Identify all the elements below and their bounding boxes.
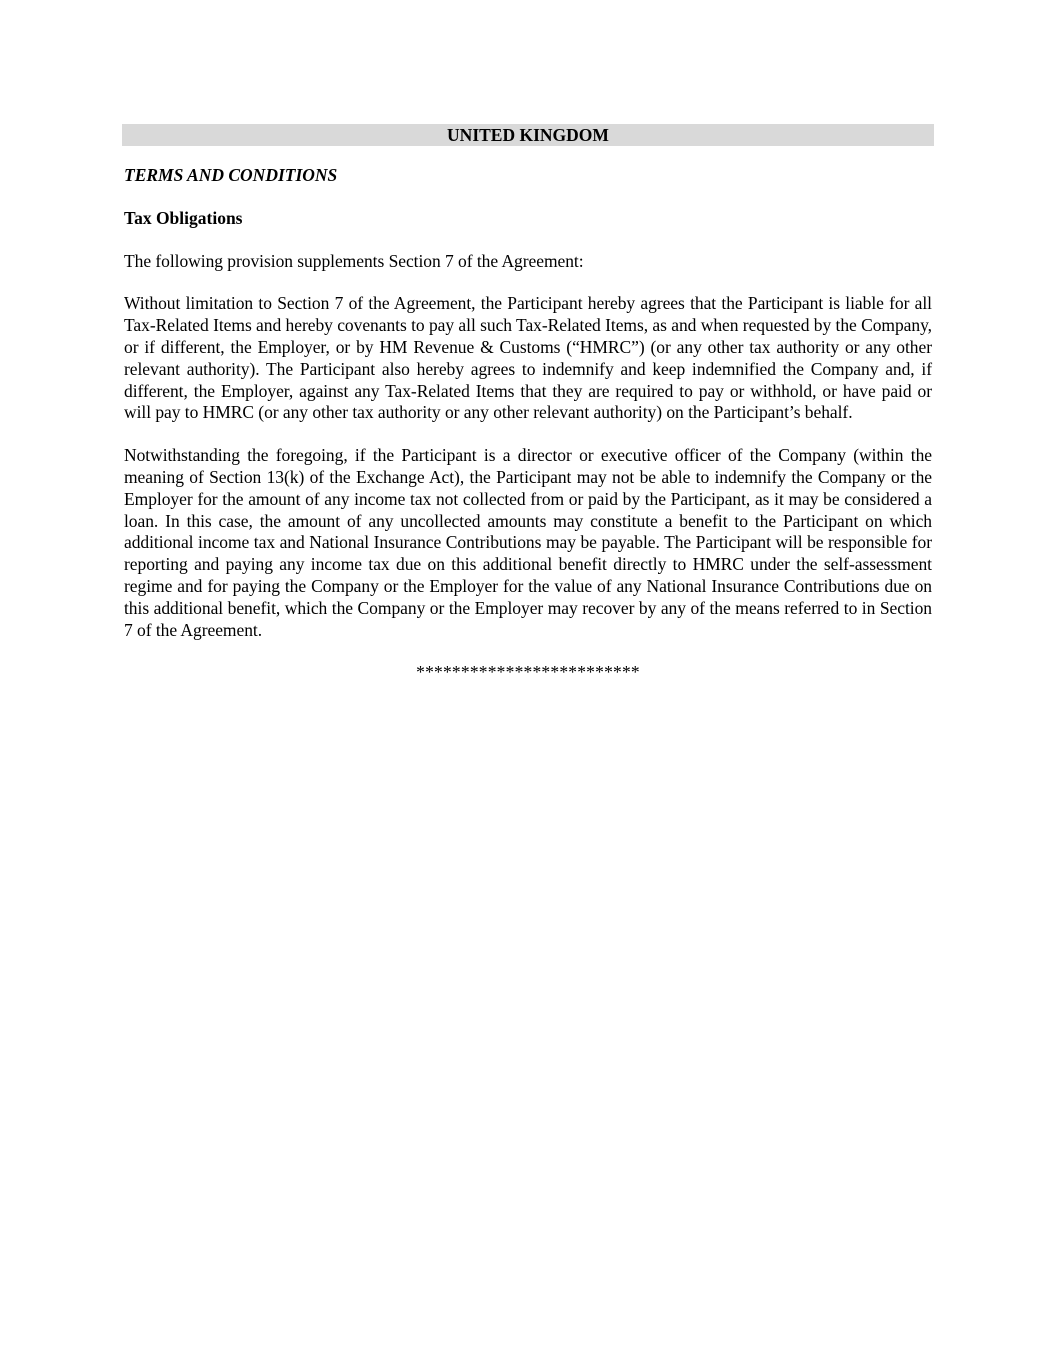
liability-paragraph: Without limitation to Section 7 of the Agreement, the Participant hereby agrees that the Participant is liable for all Tax-Related Items and hereby covenants to pay all such Tax-Related Items, as and when requested by the Company, or if different, the Employer, or by HM Revenue & Customs (“HMRC”) (or any other tax authority or any other relevant authority). The Participant also hereby agrees to indemnify and keep indemnified the Company and, if different, the Employer, against any Tax-Related Items that they are required to pay or withhold, or have paid or will pay to HMRC (or any other tax authority or any other relevant authority) on the Participant’s behalf. — [124, 293, 932, 423]
tax-obligations-heading: Tax Obligations — [124, 207, 243, 228]
country-heading-banner: UNITED KINGDOM — [122, 124, 934, 146]
asterisk-separator: ************************* — [416, 662, 640, 683]
section-title: TERMS AND CONDITIONS — [124, 165, 338, 185]
intro-paragraph: The following provision supplements Section 7 of the Agreement: — [124, 250, 584, 271]
document-body — [124, 165, 932, 684]
director-officer-paragraph: Notwithstanding the foregoing, if the Participant is a director or executive officer of the Company (within the meaning of Section 13(k) of the Exchange Act), the Participant may not be able to indemnify the Company or the Employer for the amount of any income tax not collected from or paid by the Participant, as it may be considered a loan. In this case, the amount of any uncollected amounts may constitute a benefit to the Participant on which additional income tax and National Insurance Contributions may be payable. The Participant will be responsible for reporting and paying any income tax due on this additional benefit directly to HMRC under the self-assessment regime and for paying the Company or the Employer for the value of any National Insurance Contributions due on this additional benefit, which the Company or the Employer may recover by any of the means referred to in Section 7 of the Agreement. — [124, 445, 932, 640]
